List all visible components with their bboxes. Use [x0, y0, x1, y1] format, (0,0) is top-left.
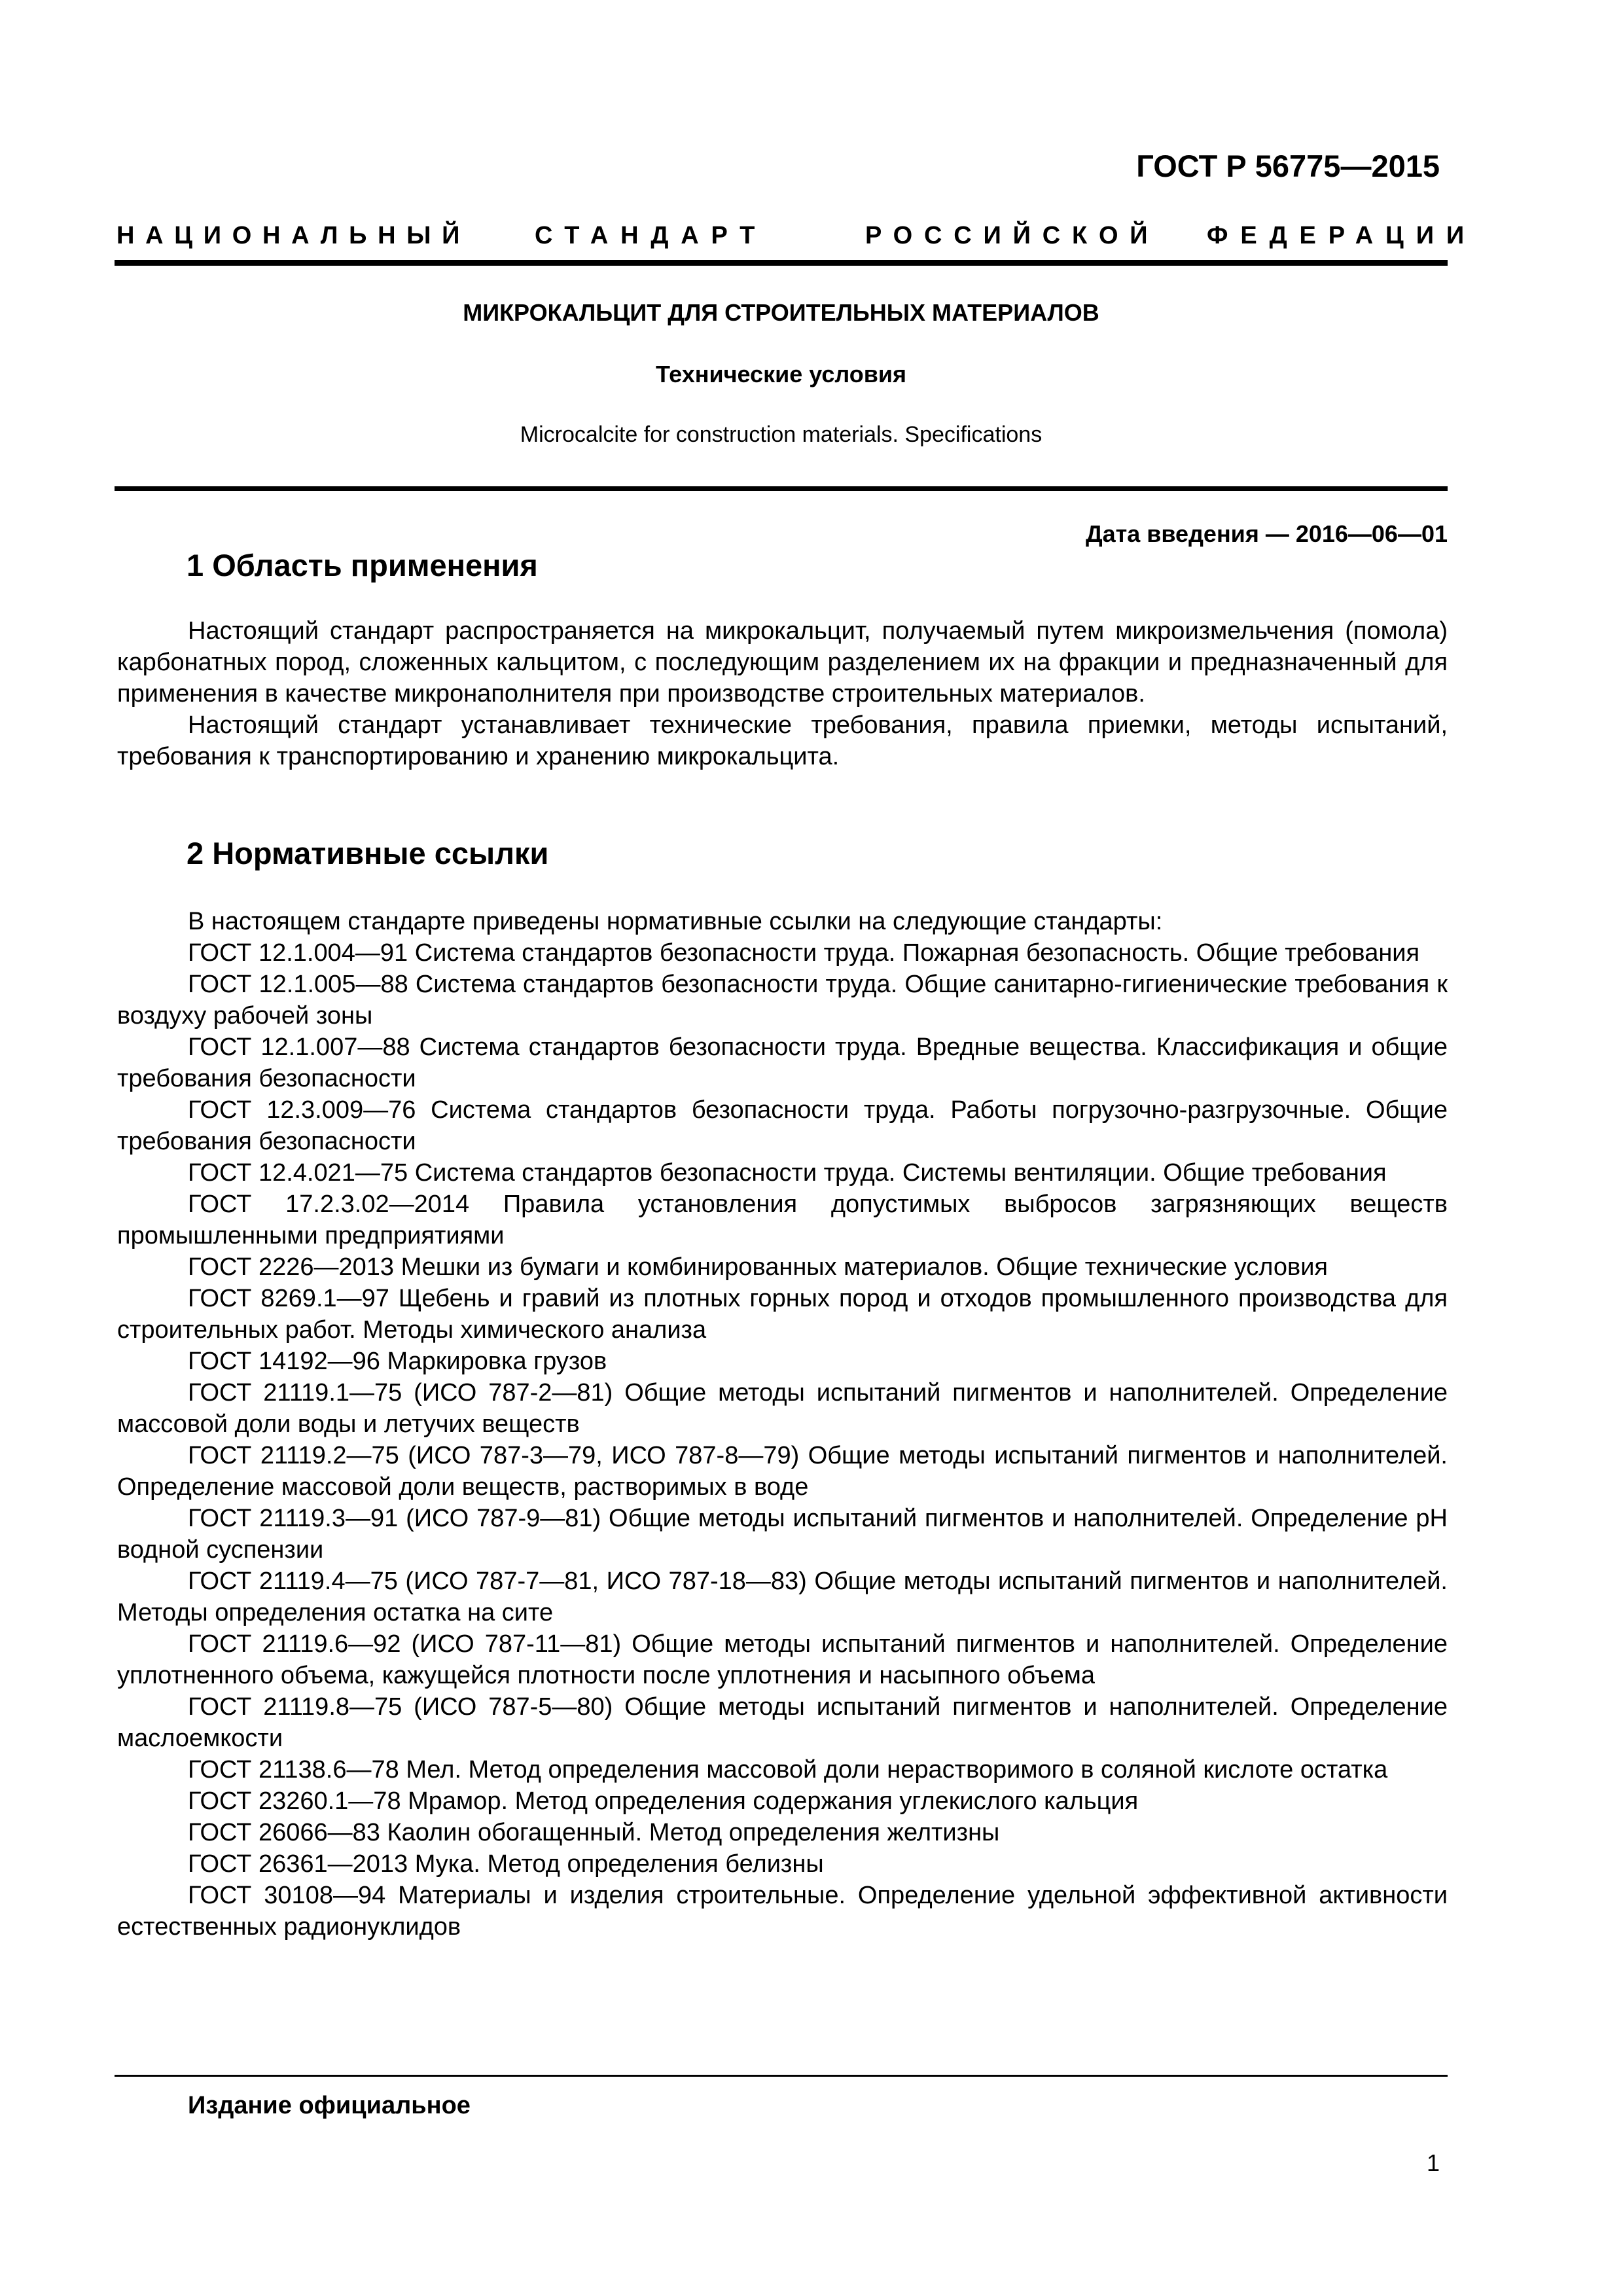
- paragraph: Настоящий стандарт распространяется на микрокальцит, получаемый путем микроизмельчения (помола) карбонатных пород, сложенных кальцитом, с последующим разделением их на фракции и предназначенный для применения в качестве микронаполнителя при производстве строительных материалов.: [117, 617, 1448, 708]
- header-rule: [115, 260, 1448, 266]
- document-number: ГОСТ Р 56775—2015: [1136, 149, 1440, 183]
- reference-item: ГОСТ 26361—2013 Мука. Метод определения белизны: [188, 1850, 824, 1878]
- reference-item: ГОСТ 14192—96 Маркировка грузов: [188, 1348, 607, 1375]
- reference-item: ГОСТ 12.1.005—88 Система стандартов безопасности труда. Общие санитарно-гигиенические требования к воздуху рабочей зоны: [117, 971, 1448, 1030]
- document-title: МИКРОКАЛЬЦИТ ДЛЯ СТРОИТЕЛЬНЫХ МАТЕРИАЛОВ: [463, 299, 1099, 326]
- footer-rule: [115, 2075, 1448, 2077]
- banner-word: СТАНДАРТ: [535, 222, 768, 249]
- reference-item: ГОСТ 21119.4—75 (ИСО 787-7—81, ИСО 787-18—83) Общие методы испытаний пигментов и наполнителей. Методы определения остатка на сите: [117, 1568, 1448, 1626]
- reference-item: ГОСТ 21119.1—75 (ИСО 787-2—81) Общие методы испытаний пигментов и наполнителей. Определение массовой доли воды и летучих веществ: [117, 1379, 1448, 1438]
- english-title: Microcalcite for construction materials. Specifications: [520, 422, 1043, 447]
- references-intro: В настоящем стандарте приведены нормативные ссылки на следующие стандарты:: [188, 908, 1163, 935]
- banner-word: РОССИЙСКОЙ: [865, 222, 1160, 249]
- reference-item: ГОСТ 12.3.009—76 Система стандартов безопасности труда. Работы погрузочно-разгрузочные. Общие требования безопасности: [117, 1096, 1448, 1155]
- section-heading-scope: 1 Область применения: [187, 548, 538, 583]
- reference-item: ГОСТ 23260.1—78 Мрамор. Метод определения содержания углекислого кальция: [188, 1787, 1139, 1815]
- introduction-date: Дата введения — 2016—06—01: [1085, 520, 1448, 547]
- banner-word: НАЦИОНАЛЬНЫЙ: [116, 222, 471, 249]
- section-heading-references: 2 Нормативные ссылки: [187, 836, 549, 870]
- document-subtitle: Технические условия: [655, 361, 907, 387]
- reference-item: ГОСТ 21119.6—92 (ИСО 787-11—81) Общие методы испытаний пигментов и наполнителей. Определение уплотненного объема, кажущейся плотности после уплотнения и насыпного объема: [117, 1630, 1448, 1689]
- reference-item: ГОСТ 21119.2—75 (ИСО 787-3—79, ИСО 787-8—79) Общие методы испытаний пигментов и наполнителей. Определение массовой доли веществ, растворимых в воде: [117, 1442, 1448, 1501]
- official-edition-note: Издание официальное: [188, 2092, 471, 2119]
- reference-item: ГОСТ 12.1.004—91 Система стандартов безопасности труда. Пожарная безопасность. Общие требования: [188, 939, 1420, 967]
- scope-section: [117, 615, 1448, 772]
- reference-item: ГОСТ 12.1.007—88 Система стандартов безопасности труда. Вредные вещества. Классификация и общие требования безопасности: [117, 1033, 1448, 1092]
- reference-item: ГОСТ 21119.3—91 (ИСО 787-9—81) Общие методы испытаний пигментов и наполнителей. Определение pH водной суспензии: [117, 1505, 1448, 1564]
- banner-word: ФЕДЕРАЦИИ: [1207, 222, 1477, 249]
- reference-item: ГОСТ 8269.1—97 Щебень и гравий из плотных горных пород и отходов промышленного производства для строительных работ. Методы химического анализа: [117, 1285, 1448, 1344]
- title-rule: [115, 486, 1448, 491]
- page-number: 1: [1426, 2149, 1440, 2176]
- paragraph: Настоящий стандарт устанавливает технические требования, правила приемки, методы испытаний, требования к транспортированию и хранению микрокальцита.: [117, 711, 1448, 770]
- reference-item: ГОСТ 17.2.3.02—2014 Правила установления допустимых выбросов загрязняющих веществ промышленными предприятиями: [117, 1191, 1448, 1249]
- reference-item: ГОСТ 2226—2013 Мешки из бумаги и комбинированных материалов. Общие технические условия: [188, 1253, 1329, 1281]
- reference-item: ГОСТ 21119.8—75 (ИСО 787-5—80) Общие методы испытаний пигментов и наполнителей. Определение маслоемкости: [117, 1693, 1448, 1752]
- reference-item: ГОСТ 21138.6—78 Мел. Метод определения массовой доли нерастворимого в соляной кислоте остатка: [188, 1756, 1388, 1784]
- reference-item: ГОСТ 12.4.021—75 Система стандартов безопасности труда. Системы вентиляции. Общие требования: [188, 1159, 1387, 1187]
- references-section: [117, 906, 1448, 1943]
- reference-item: ГОСТ 26066—83 Каолин обогащенный. Метод определения желтизны: [188, 1819, 1000, 1846]
- reference-item: ГОСТ 30108—94 Материалы и изделия строительные. Определение удельной эффективной активности естественных радионуклидов: [117, 1882, 1448, 1941]
